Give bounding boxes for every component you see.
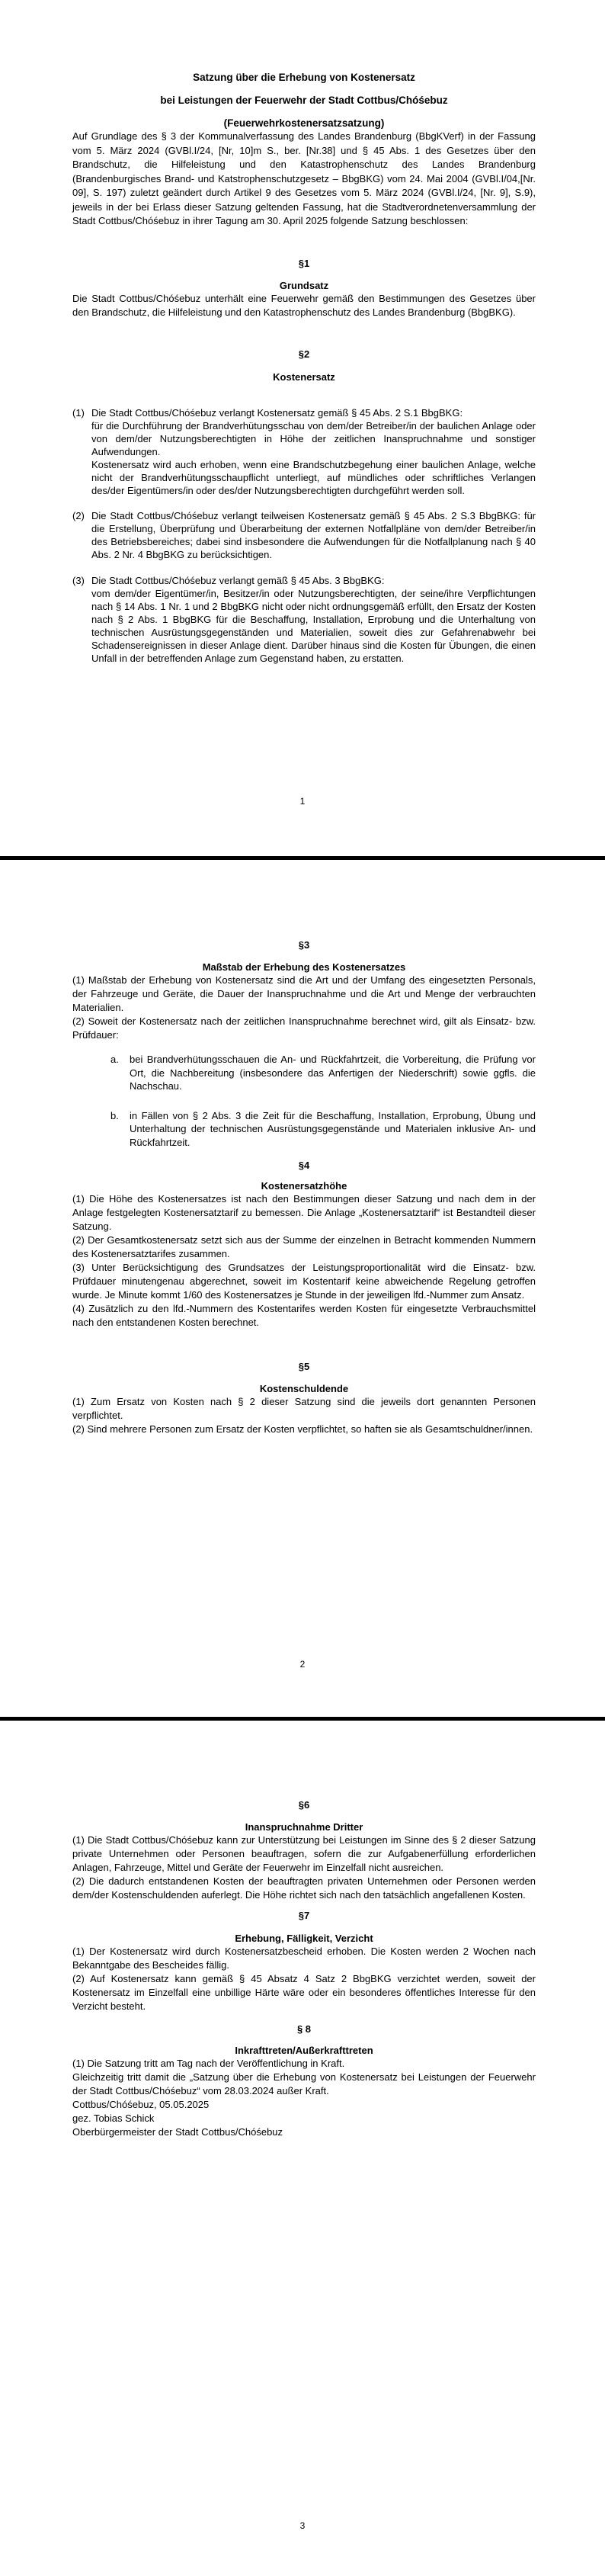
section-3-paragraph-1: (1) Maßstab der Erhebung von Kostenersatz sind die Art und der Umfang des eingesetzten Personals, der Fahrzeuge und Geräte, die Dauer der Inanspruchnahme und die Art und Menge der verbrauchten Materialien. [72, 974, 536, 1013]
page-number-3: 3 [299, 2520, 306, 2531]
item-marker: b. [110, 1109, 119, 1121]
section-6-paragraph-1: (1) Die Stadt Cottbus/Chóśebuz kann zur Unterstützung bei Leistungen im Sinne des § 2 dieser Satzung private Unternehmen oder Personen beauftragen, sofern die zur Aufgabenerfüllung erforderlichen Anlagen, Fahrzeuge, Mittel und Geräte der Feuerwehr im Einzelfall nicht ausreichen. [72, 1834, 536, 1873]
section-1-title: Grundsatz [279, 279, 329, 291]
subitem-text: bei Brandverhütungsschauen die An- und Rückfahrtzeit, die Vorbereitung, die Prüfung vor Ort, die Nachbereitung (insbesondere das Anfertigen der Niederschrift) sowie ggfls. die Nachschau. [130, 1054, 536, 1092]
section-4-paragraph-4: (4) Zusätzlich zu den lfd.-Nummern des Kostentarifes werden Kosten für eingesetzte Verbrauchsmittel nach den entstandenen Kosten berechnet. [72, 1303, 536, 1328]
section-2-item-1-lead [72, 406, 536, 419]
section-5-paragraph-1: (1) Zum Ersatz von Kosten nach § 2 dieser Satzung sind die jeweils dort genannten Personen verpflichtet. [72, 1396, 536, 1421]
signer-title-line: Oberbürgermeister der Stadt Cottbus/Chóśebuz [72, 2126, 283, 2138]
section-1-number: §1 [298, 257, 310, 269]
document-title-line-3: (Feuerwehrkostenersatzsatzung) [223, 117, 385, 129]
item-lead-text: Die Stadt Cottbus/Chóśebuz verlangt gemäß § 45 Abs. 3 BbgBKG: [91, 574, 385, 586]
section-2-item-3 [72, 574, 536, 665]
section-1-body: Die Stadt Cottbus/Chóśebuz unterhält eine Feuerwehr gemäß den Bestimmungen des Gesetzes über den Brandschutz, die Hilfeleistung und den Katastrophenschutz des Landes Brandenburg (BbgBKG). [72, 292, 536, 318]
section-2-item-3-lead [72, 574, 536, 587]
section-6-paragraph-2: (2) Die dadurch entstandenen Kosten der beauftragten privaten Unternehmen oder Personen werden dem/der Kostenschuldenden auferlegt. Die Höhe richtet sich nach den tatsächlich angefallenen Kosten. [72, 1875, 536, 1901]
section-3-number: §3 [298, 939, 310, 951]
section-3-subitem-a [72, 1053, 536, 1093]
section-7-paragraph-1: (1) Der Kostenersatz wird durch Kostenersatzbescheid erhoben. Die Kosten werden 2 Wochen nach Bekanntgabe des Bescheides fällig. [72, 1946, 536, 1971]
item-marker: (2) [72, 509, 85, 521]
section-2-item-1-paragraph-2: Kostenersatz wird auch erhoben, wenn eine Brandschutzbegehung einer baulichen Anlage, welche nicht der Brandverhütungsschaupflicht unterliegt, auf mündliches oder schriftliches Verlangen des/der Eigentümers/in oder des/der Nutzungsberechtigten durchgeführt werden soll. [91, 458, 536, 496]
section-5-paragraph-2: (2) Sind mehrere Personen zum Ersatz der Kosten verpflichtet, so haften sie als Gesamtschuldner/innen. [72, 1423, 533, 1435]
page-number-2: 2 [299, 1659, 306, 1670]
signature-line: gez. Tobias Schick [72, 2112, 155, 2124]
section-3-subitem-a-text [110, 1053, 536, 1093]
section-2-title: Kostenersatz [273, 371, 335, 383]
section-4-paragraph-1: (1) Die Höhe des Kostenersatzes ist nach den Bestimmungen dieser Satzung und nach dem in der Anlage festgelegten Kostenersatztarif zu bemessen. Die Anlage „Kostenersatztarif“ ist Bestandteil dieser Satzung. [72, 1193, 536, 1232]
section-6-title: Inanspruchnahme Dritter [245, 1821, 363, 1833]
section-4-number: §4 [298, 1160, 310, 1171]
section-8-title: Inkrafttreten/Außerkrafttreten [235, 2045, 373, 2056]
section-2-item-1-paragraph-1: für die Durchführung der Brandverhütungsschau von dem/der Betreiber/in der baulichen Anlage oder von dem/der Nutzungsberechtigten in Höhe der zeitlichen Inanspruchnahme und sonstiger Aufwendungen. [91, 419, 536, 457]
subitem-text: in Fällen von § 2 Abs. 3 die Zeit für die Beschaffung, Installation, Erprobung, Übung und Unterhaltung der technischen Ausrüstungsgegenstände und Materialen inklusive An- und Rückfahrtzeit. [130, 1109, 536, 1148]
section-2-number: §2 [298, 348, 310, 360]
document-title-line-2: bei Leistungen der Feuerwehr der Stadt Cottbus/Chóśebuz [160, 95, 448, 106]
section-2-item-1 [72, 406, 536, 497]
page-number-1: 1 [299, 796, 306, 807]
section-4-title: Kostenersatzhöhe [261, 1180, 347, 1192]
item-marker: (1) [72, 406, 85, 419]
page-3 [0, 1721, 605, 2576]
section-3-paragraph-2: (2) Soweit der Kostenersatz nach der zeitlichen Inanspruchnahme berechnet wird, gilt als Einsatz- bzw. Prüfdauer: [72, 1015, 536, 1041]
section-8-number: § 8 [296, 2023, 312, 2035]
section-2-item-2 [72, 509, 536, 561]
section-8-paragraph-2: Gleichzeitig tritt damit die „Satzung über die Erhebung von Kostenersatz bei Leistungen der Feuerwehr der Stadt Cottbus/Chóśebuz“ vom 28.03.2024 außer Kraft. [72, 2071, 536, 2096]
item-marker: (3) [72, 574, 85, 586]
section-7-number: §7 [298, 1910, 310, 1921]
section-2-item-3-paragraph-1: vom dem/der Eigentümer/in, Besitzer/in oder Nutzungsberechtigten, der seine/ihre Verpflichtungen nach § 14 Abs. 1 Nr. 1 und 2 BbgBKG nicht oder nicht ordnungsgemäß erfüllt, den Ersatz der Kosten nach § 2 Abs. 1 BbgBKG für die Beschaffung, Installation, Erprobung und die Unterhaltung von technischen Ausrüstungsgegenständen und Materialien, soweit dies zur Gefahrenabwehr bei Schadensereignissen in dieser Anlage dient. Darüber hinaus sind die Kosten für Übungen, die einen Unfall in der betreffenden Anlage zum Gegenstand haben, zu erstatten. [91, 587, 536, 664]
section-4-paragraph-3: (3) Unter Berücksichtigung des Grundsatzes der Leistungsproportionalität wird die Einsatz- bzw. Prüfdauer minutengenau abgerechnet, soweit im Kostentarif keine abweichende Regelung getroffen wurde. Je Minute kommt 1/60 des Kostenersatzes je Stunde in der jeweiligen lfd.-Nummer zum Ansatz. [72, 1262, 536, 1301]
section-7-title: Erhebung, Fälligkeit, Verzicht [235, 1933, 373, 1944]
section-8-paragraph-1: (1) Die Satzung tritt am Tag nach der Veröffentlichung in Kraft. [72, 2058, 345, 2069]
section-5-number: §5 [298, 1361, 310, 1372]
item-lead-text: Die Stadt Cottbus/Chóśebuz verlangt Kostenersatz gemäß § 45 Abs. 2 S.1 BbgBKG: [91, 406, 463, 419]
item-lead-text: Die Stadt Cottbus/Chóśebuz verlangt teilweisen Kostenersatz gemäß § 45 Abs. 2 S.3 BbgBKG: für die Erstellung, Überprüfung und Überarbeitung der externen Notfallpläne von dem/der Betreiber/in des Betriebsbereiches; dabei sind insbesondere die Aufwendungen für die Notfallplanung nach § 40 Abs. 2 Nr. 4 BbgBKG zu berücksichtigen. [91, 509, 536, 560]
section-3-title: Maßstab der Erhebung des Kostenersatzes [202, 961, 406, 973]
document-title-line-1: Satzung über die Erhebung von Kostenersatz [193, 72, 415, 83]
section-7-paragraph-2: (2) Auf Kostenersatz kann gemäß § 45 Absatz 4 Satz 2 BbgBKG verzichtet werden, soweit der Kostenersatz im Einzelfall eine unbillige Härte wäre oder ein besonderes öffentliches Interesse für den Verzicht besteht. [72, 1973, 536, 2012]
intro-paragraph: Auf Grundlage des § 3 der Kommunalverfassung des Landes Brandenburg (BbgKVerf) in der Fassung vom 5. März 2024 (GVBl.I/24, [Nr, 10]m S., ber. [Nr.38] und § 45 Abs. 1 des Gesetzes über den Brandschutz, die Hilfeleistung und den Katastrophenschutz des Landes Brandenburg (Brandenburgisches Brand- und Katstrophenschutzgesetz – BbgBKG) vom 24. Mai 2004 (GVBl.I/04,[Nr. 09], S. 197) zuletzt geändert durch Artikel 9 des Gesetzes vom 5. März 2024 (GVBl.I/24, [Nr. 9], S.9), jeweils in der bei Erlass dieser Satzung geltenden Fassung, hat die Stadtverordnetenversammlung der Stadt Cottbus/Chóśebuz in ihrer Tagung am 30. April 2025 folgende Satzung beschlossen: [72, 130, 536, 226]
section-4-paragraph-2: (2) Der Gesamtkostenersatz setzt sich aus der Summe der einzelnen in Betracht kommenden Nummern des Kostenersatztarifes zusammen. [72, 1234, 536, 1259]
place-date-line: Cottbus/Chóśebuz, 05.05.2025 [72, 2099, 210, 2110]
section-3-subitem-b [72, 1109, 536, 1150]
section-6-number: §6 [298, 1799, 310, 1811]
section-2-item-2-lead [72, 509, 536, 561]
page-2 [0, 860, 605, 1717]
page-1 [0, 0, 605, 856]
section-5-title: Kostenschuldende [259, 1383, 349, 1394]
item-marker: a. [110, 1054, 119, 1065]
section-3-subitem-b-text [110, 1109, 536, 1150]
